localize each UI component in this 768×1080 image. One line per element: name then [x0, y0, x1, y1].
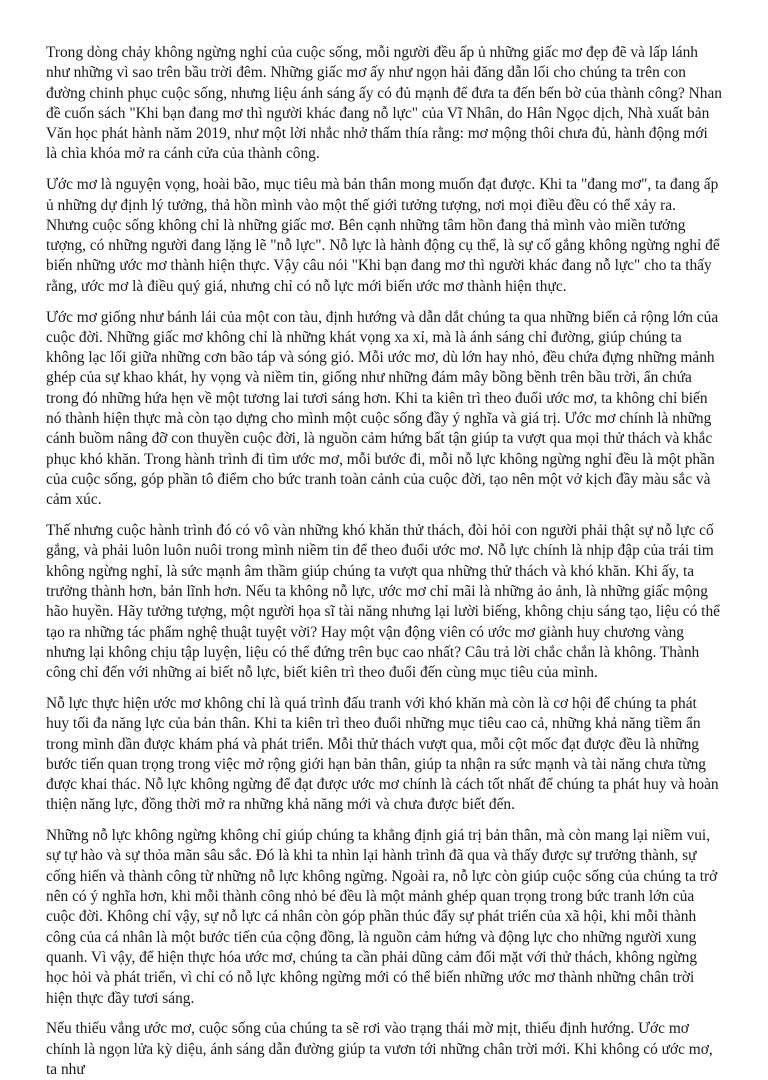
- paragraph-dream-role: Ước mơ giống như bánh lái của một con tàu, định hướng và dẫn dắt chúng ta qua những biển cả rộng lớn của cuộc đời. Những giấc mơ không chỉ là những khát vọng xa xỉ, mà là ánh sáng chỉ đường, giúp chúng ta không lạc lối giữa những cơn bão táp và sóng gió. Mỗi ước mơ, dù lớn hay nhỏ, đều chứa đựng những mảnh ghép của sự khao khát, hy vọng và niềm tin, giống như những đám mây bồng bềnh trên bầu trời, ẩn chứa trong đó những hứa hẹn về một tương lai tươi sáng hơn. Khi ta kiên trì theo đuổi ước mơ, ta không chỉ biến nó thành hiện thực mà còn tạo dựng cho mình một cuộc sống đầy ý nghĩa và giá trị. Ước mơ chính là những cánh buồm nâng đỡ con thuyền cuộc đời, là nguồn cảm hứng bất tận giúp ta vượt qua mọi thử thách và khắc phục khó khăn. Trong hành trình đi tìm ước mơ, mỗi bước đi, mỗi nỗ lực không ngừng nghỉ đều là một phần của cuộc sống, góp phần tô điểm cho bức tranh toàn cảnh của cuộc đời, tạo nên một vở kịch đầy màu sắc và cảm xúc.: [46, 308, 719, 509]
- paragraph-challenges: Thế nhưng cuộc hành trình đó có vô vàn những khó khăn thử thách, đòi hỏi con người phải thật sự nỗ lực cố gắng, và phải luôn luôn nuôi trong mình niềm tin để theo đuổi ước mơ. Nỗ lực chính là nhịp đập của trái tim không ngừng nghỉ, là sức mạnh âm thầm giúp chúng ta vượt qua những thử thách và khó khăn. Khi ấy, ta trưởng thành hơn, bản lĩnh hơn. Nếu ta không nỗ lực, ước mơ chỉ mãi là những ảo ảnh, là những giấc mộng hão huyền. Hãy tưởng tượng, một người họa sĩ tài năng nhưng lại lười biếng, không chịu sáng tạo, liệu có thể tạo ra những tác phẩm nghệ thuật tuyệt vời? Hay một vận động viên có ước mơ giành huy chương vàng nhưng lại không chịu tập luyện, liệu có thể đứng trên bục cao nhất? Câu trả lời chắc chắn là không. Thành công chỉ đến với những ai biết nỗ lực, biết kiên trì theo đuổi đến cùng mục tiêu của mình.: [46, 522, 720, 682]
- paragraph-potential: Nỗ lực thực hiện ước mơ không chỉ là quá trình đấu tranh với khó khăn mà còn là cơ hội để chúng ta phát huy tối đa năng lực của bản thân. Khi ta kiên trì theo đuổi những mục tiêu cao cả, những khả năng tiềm ẩn trong mình dần được khám phá và phát triển. Mỗi thử thách vượt qua, mỗi cột mốc đạt được đều là những bước tiến quan trọng trong việc mở rộng giới hạn bản thân, giúp ta nhận ra sức mạnh và tài năng chưa từng được khai thác. Nỗ lực không ngừng để đạt được ước mơ chính là cách tốt nhất để chúng ta phát huy và hoàn thiện năng lực, đồng thời mở ra những khả năng mới và chưa được biết đến.: [46, 694, 719, 814]
- paragraph-without-dreams: Nếu thiếu vắng ước mơ, cuộc sống của chúng ta sẽ rơi vào trạng thái mờ mịt, thiếu định hướng. Ước mơ chính là ngọn lửa kỳ diệu, ánh sáng dẫn đường giúp ta vươn tới những chân trời mới. Khi không có ước mơ, ta như: [46, 1020, 713, 1078]
- paragraph-definition: Ước mơ là nguyện vọng, hoài bão, mục tiêu mà bản thân mong muốn đạt được. Khi ta "đang mơ", ta đang ấp ủ những dự định lý tưởng, thả hồn mình vào một thế giới tưởng tượng, nơi mọi điều đều có thể xảy ra. Nhưng cuộc sống không chỉ là những giấc mơ. Bên cạnh những tâm hồn đang thả mình vào miền tưởng tượng, có những người đang lặng lẽ "nỗ lực". Nỗ lực là hành động cụ thể, là sự cố gắng không ngừng nghỉ để biến những ước mơ thành hiện thực. Vậy câu nói "Khi bạn đang mơ thì người khác đang nỗ lực" cho ta thấy rằng, ước mơ là điều quý giá, nhưng chỉ có nỗ lực mới biến ước mơ thành hiện thực.: [46, 176, 720, 295]
- paragraph-value: Những nỗ lực không ngừng không chỉ giúp chúng ta khẳng định giá trị bản thân, mà còn mang lại niềm vui, sự tự hào và sự thỏa mãn sâu sắc. Đó là khi ta nhìn lại hành trình đã qua và thấy được sự trưởng thành, sự cống hiến và thành công từ những nỗ lực không ngừng. Ngoài ra, nỗ lực còn giúp cuộc sống của chúng ta trở nên có ý nghĩa hơn, khi mỗi thành công nhỏ bé đều là một mảnh ghép quan trọng trong bức tranh lớn của cuộc đời. Không chỉ vậy, sự nỗ lực cá nhân còn góp phần thúc đẩy sự phát triển của xã hội, khi mỗi thành công của cá nhân là một bước tiến của cộng đồng, là nguồn cảm hứng và động lực cho những người xung quanh. Vì vậy, để hiện thực hóa ước mơ, chúng ta cần phải dũng cảm đối mặt với thử thách, không ngừng học hỏi và phát triển, vì chỉ có nỗ lực không ngừng mới có thể biến những ước mơ thành những chân trời hiện thực đầy tươi sáng.: [46, 827, 718, 1007]
- paragraph-intro: Trong dòng chảy không ngừng nghỉ của cuộc sống, mỗi người đều ấp ủ những giấc mơ đẹp đẽ và lấp lánh như những vì sao trên bầu trời đêm. Những giấc mơ ấy như ngọn hải đăng dẫn lối cho chúng ta trên con đường chinh phục cuộc sống, nhưng liệu ánh sáng ấy có đủ mạnh để đưa ta đến bến bờ của thành công? Nhan đề cuốn sách "Khi bạn đang mơ thì người khác đang nỗ lực" của Vĩ Nhân, do Hân Ngọc dịch, Nhà xuất bản Văn học phát hành năm 2019, như một lời nhắc nhở thấm thía rằng: mơ mộng thôi chưa đủ, hành động mới là chìa khóa mở ra cánh cửa của thành công.: [46, 44, 722, 163]
